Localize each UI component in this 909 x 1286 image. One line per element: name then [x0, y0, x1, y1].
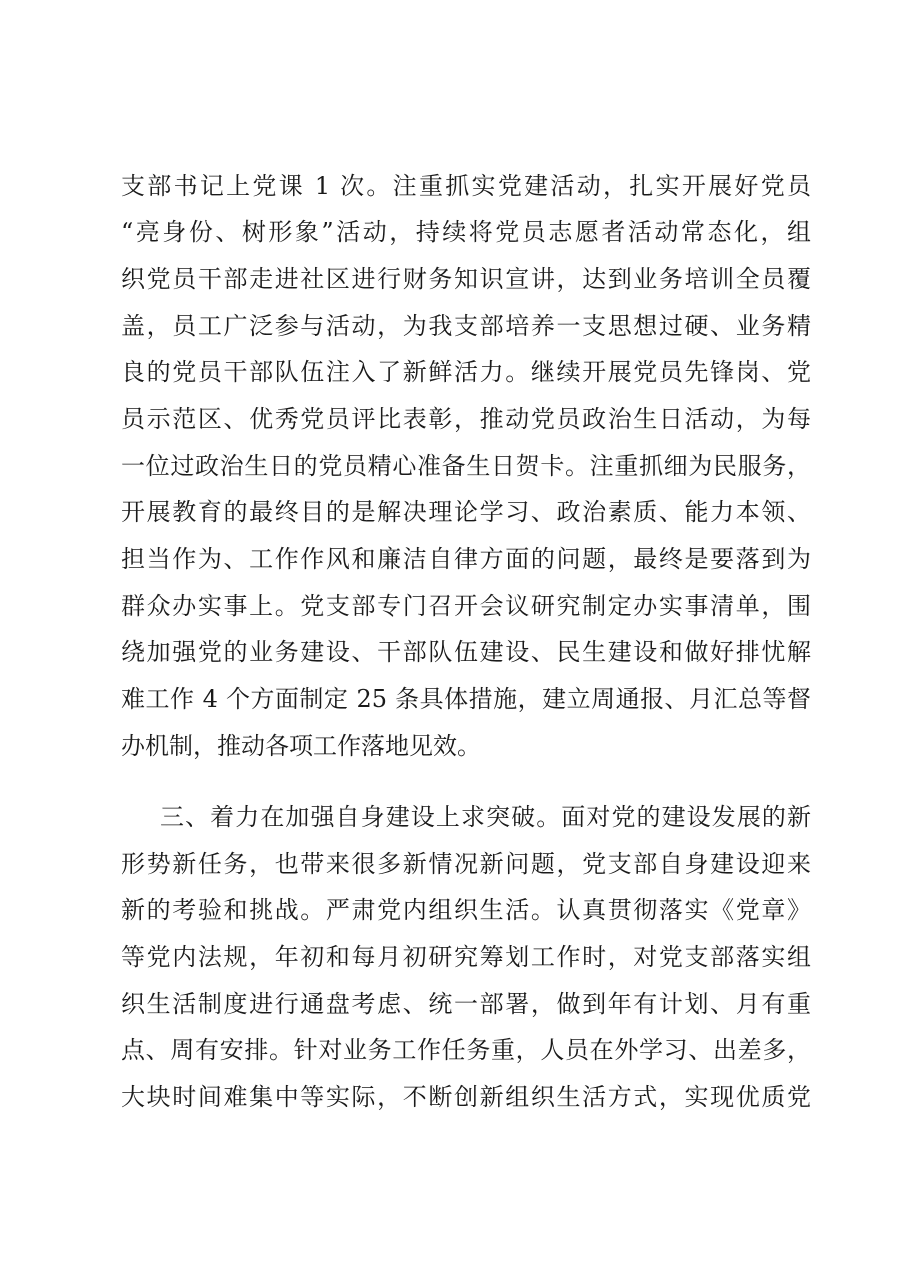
text-line: 办机制，推动各项工作落地见效。	[121, 732, 481, 760]
text-line: “亮身份、树形象”活动，持续将党员志愿者活动常态化，组	[121, 218, 811, 246]
text-line: 织党员干部走进社区进行财务知识宣讲，达到业务培训全员覆	[121, 265, 811, 293]
text-line: 点、周有安排。针对业务工作任务重，人员在外学习、出差多，	[121, 1036, 811, 1064]
text-line: 开展教育的最终目的是解决理论学习、政治素质、能力本领、	[121, 498, 811, 526]
text-line: 员示范区、优秀党员评比表彰，推动党员政治生日活动，为每	[121, 405, 811, 433]
text-line: 形势新任务，也带来很多新情况新问题，党支部自身建设迎来	[121, 850, 811, 878]
text-line: 织生活制度进行通盘考虑、统一部署，做到年有计划、月有重	[121, 990, 811, 1018]
text-line: 一位过政治生日的党员精心准备生日贺卡。注重抓细为民服务，	[121, 452, 811, 480]
text-line: 大块时间难集中等实际，不断创新组织生活方式，实现优质党	[121, 1083, 811, 1111]
text-line: 等党内法规，年初和每月初研究筹划工作时，对党支部落实组	[121, 943, 811, 971]
text-line: 良的党员干部队伍注入了新鲜活力。继续开展党员先锋岗、党	[121, 358, 811, 386]
text-line: 群众办实事上。党支部专门召开会议研究制定办实事清单，围	[121, 592, 811, 620]
text-line: 新的考验和挑战。严肃党内组织生活。认真贯彻落实《党章》	[121, 896, 811, 924]
text-line: 难工作 4 个方面制定 25 条具体措施，建立周通报、月汇总等督	[121, 685, 811, 713]
paragraph-heading-line: 三、着力在加强自身建设上求突破。面对党的建设发展的新	[160, 803, 811, 831]
text-line: 担当作为、工作作风和廉洁自律方面的问题，最终是要落到为	[121, 545, 811, 573]
text-line: 绕加强党的业务建设、干部队伍建设、民生建设和做好排忧解	[121, 638, 811, 666]
text-line: 支部书记上党课 1 次。注重抓实党建活动，扎实开展好党员	[121, 172, 811, 200]
text-line: 盖，员工广泛参与活动，为我支部培养一支思想过硬、业务精	[121, 312, 811, 340]
